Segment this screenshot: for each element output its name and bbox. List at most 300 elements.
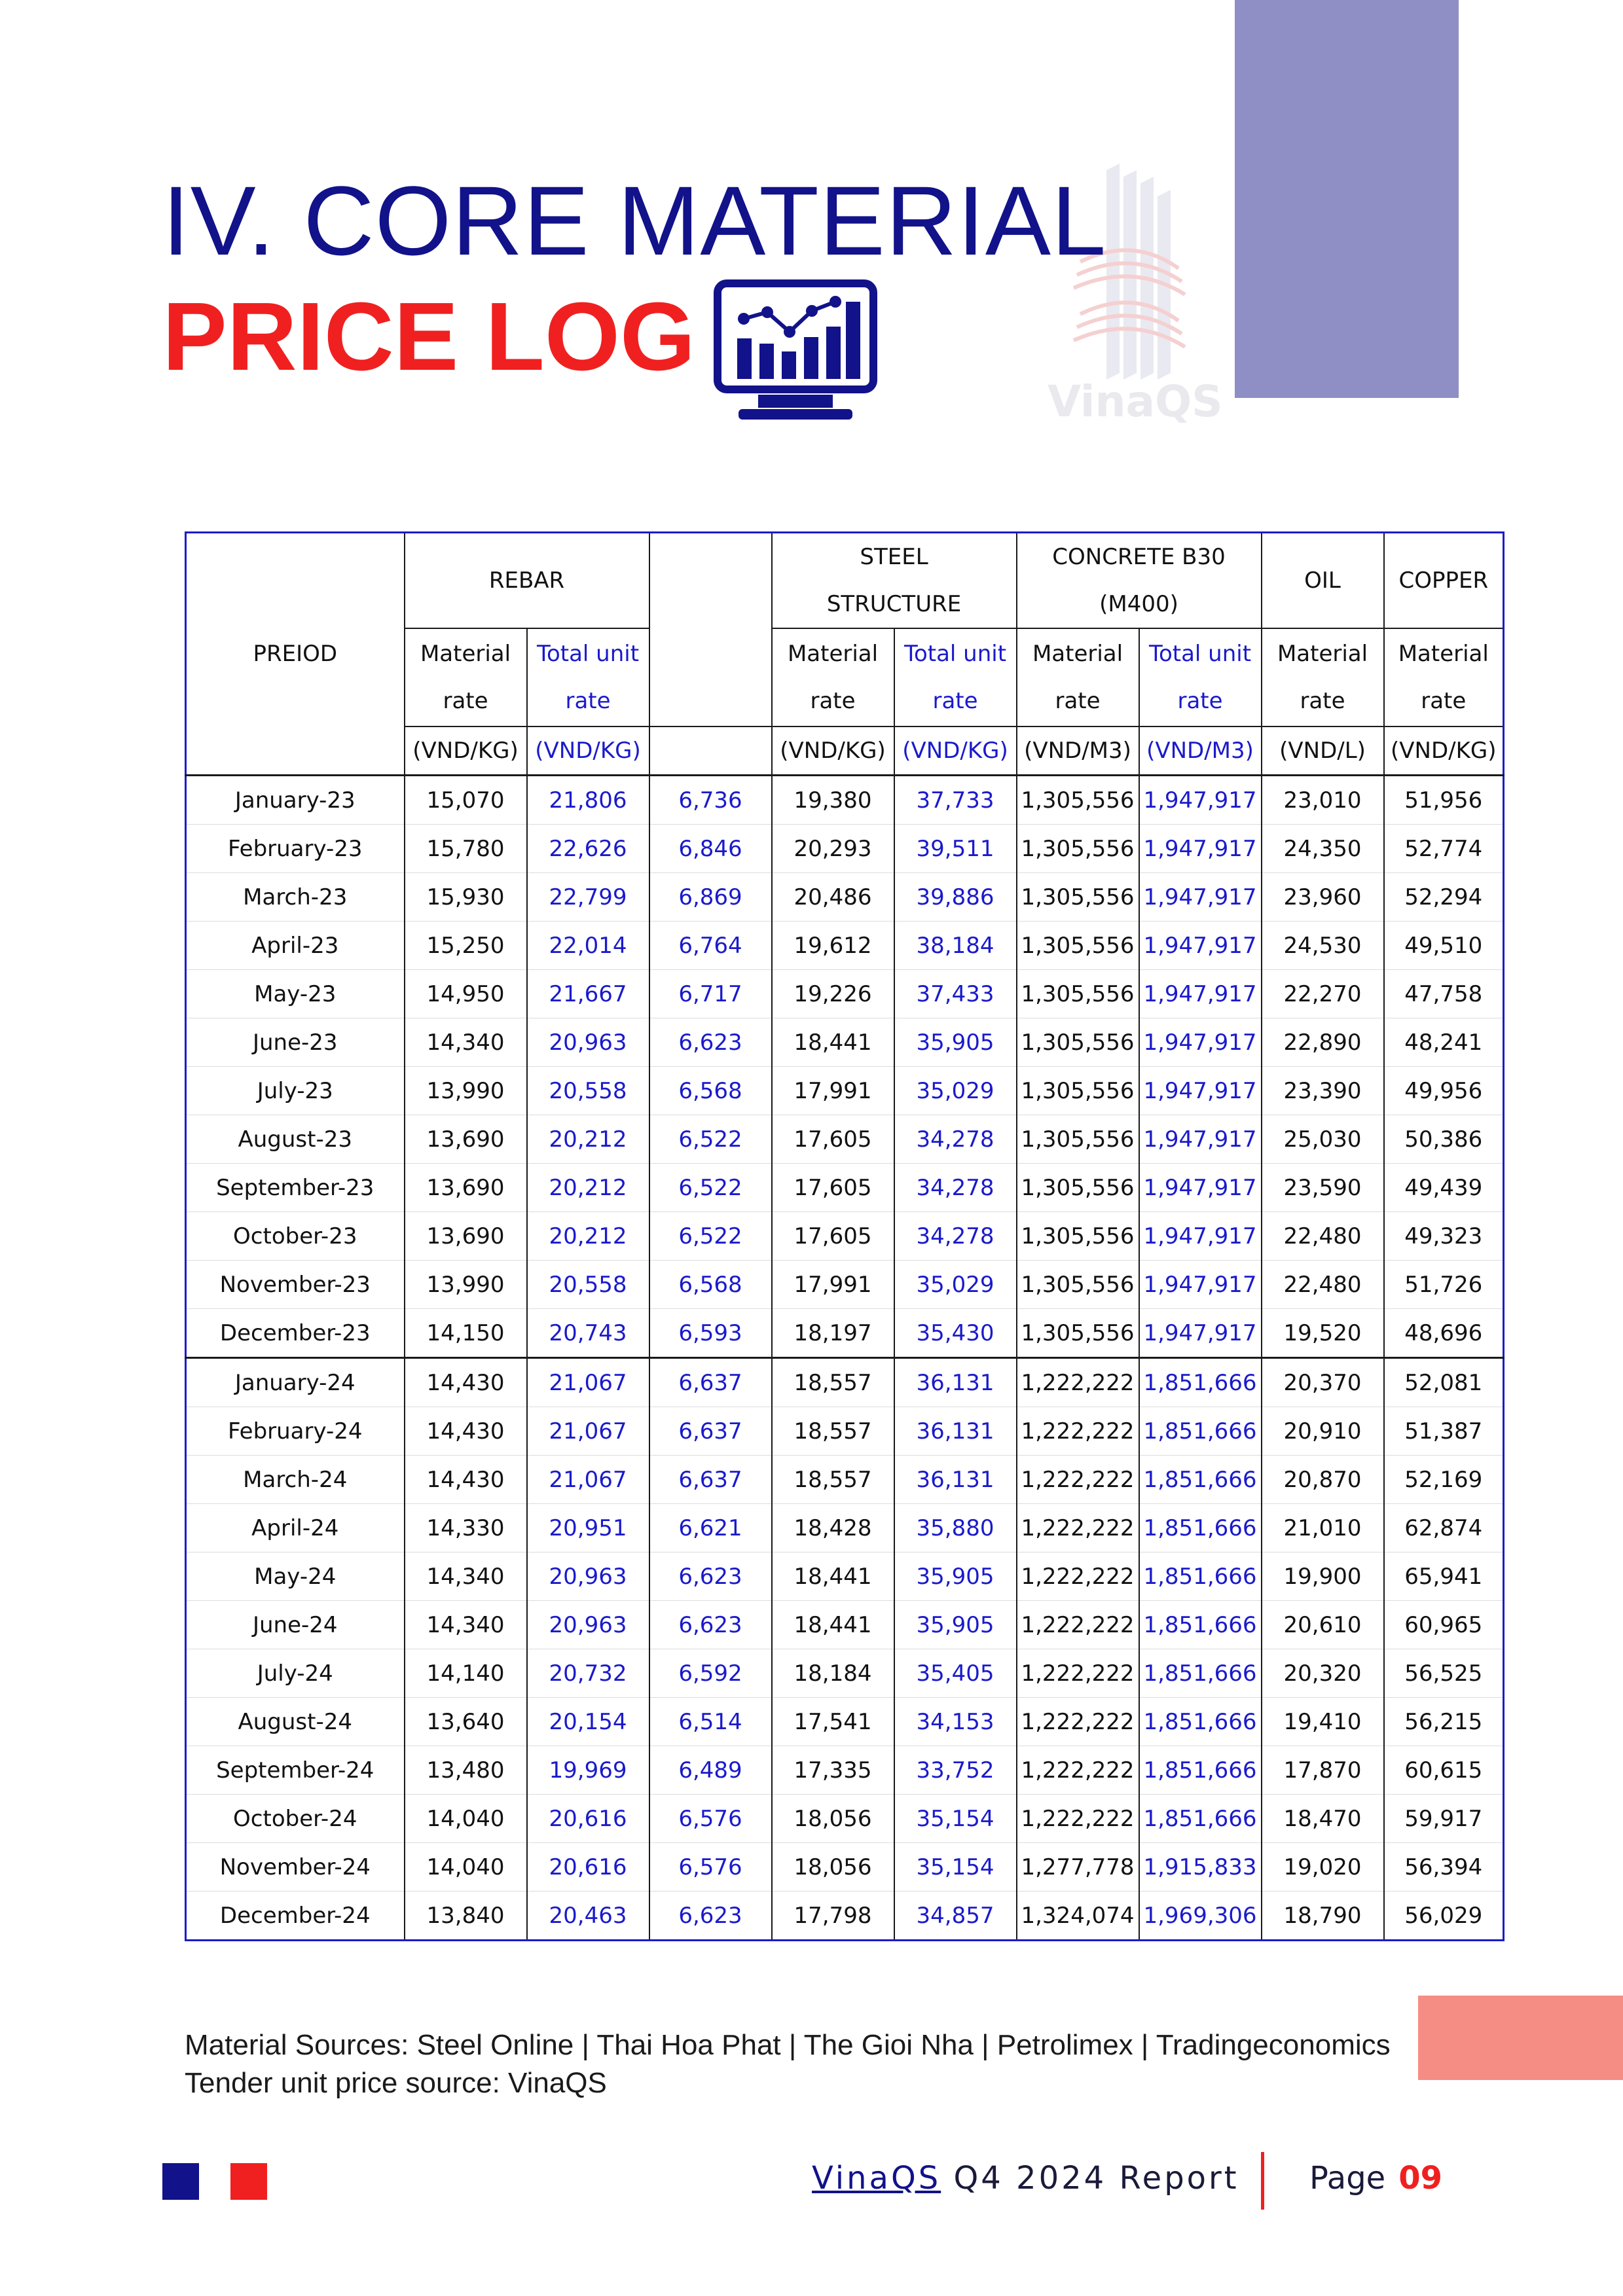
table-cell: 39,886: [894, 873, 1017, 922]
table-cell: 1,915,833: [1139, 1843, 1262, 1892]
rebar-material-rate-header: Material rate: [405, 628, 527, 726]
table-cell: 22,270: [1262, 970, 1384, 1018]
unit-copper: (VND/KG): [1384, 726, 1504, 776]
table-cell: 6,623: [649, 1018, 772, 1067]
table-cell: 65,941: [1384, 1552, 1504, 1601]
table-cell: 20,870: [1262, 1456, 1384, 1504]
table-cell: 21,806: [527, 776, 649, 825]
table-cell: 6,846: [649, 825, 772, 873]
table-cell: 1,222,222: [1017, 1795, 1139, 1843]
table-cell: 1,305,556: [1017, 1164, 1139, 1212]
table-cell: 15,930: [405, 873, 527, 922]
table-cell: 1,851,666: [1139, 1552, 1262, 1601]
table-cell: 49,510: [1384, 922, 1504, 970]
table-cell: 20,293: [772, 825, 894, 873]
table-cell: 13,990: [405, 1067, 527, 1115]
table-cell: 35,029: [894, 1261, 1017, 1309]
table-cell: 18,184: [772, 1649, 894, 1698]
period-cell: July-24: [186, 1649, 405, 1698]
watermark-text: VinaQS: [1048, 376, 1223, 427]
table-row: [186, 1018, 1504, 1067]
period-cell: June-24: [186, 1601, 405, 1649]
period-cell: December-24: [186, 1892, 405, 1941]
unit-rebar-material: (VND/KG): [405, 726, 527, 776]
table-cell: 13,480: [405, 1746, 527, 1795]
table-cell: 51,726: [1384, 1261, 1504, 1309]
table-cell: 18,557: [772, 1358, 894, 1407]
table-cell: 48,696: [1384, 1309, 1504, 1358]
table-cell: 33,752: [894, 1746, 1017, 1795]
table-cell: 17,870: [1262, 1746, 1384, 1795]
period-cell: December-23: [186, 1309, 405, 1358]
table-cell: 18,790: [1262, 1892, 1384, 1941]
table-cell: 20,616: [527, 1795, 649, 1843]
table-row: [186, 1261, 1504, 1309]
period-cell: April-24: [186, 1504, 405, 1552]
table-cell: 1,947,917: [1139, 776, 1262, 825]
table-cell: 6,623: [649, 1892, 772, 1941]
table-cell: 13,640: [405, 1698, 527, 1746]
table-cell: 6,522: [649, 1115, 772, 1164]
table-cell: 52,294: [1384, 873, 1504, 922]
table-cell: 14,950: [405, 970, 527, 1018]
table-cell: 17,605: [772, 1164, 894, 1212]
table-cell: 34,278: [894, 1164, 1017, 1212]
table-cell: 35,880: [894, 1504, 1017, 1552]
table-cell: 49,439: [1384, 1164, 1504, 1212]
table-cell: 36,131: [894, 1456, 1017, 1504]
table-cell: 36,131: [894, 1358, 1017, 1407]
oil-header: OIL: [1262, 533, 1384, 629]
table-cell: 13,690: [405, 1164, 527, 1212]
table-cell: 19,969: [527, 1746, 649, 1795]
table-cell: 6,869: [649, 873, 772, 922]
table-cell: 49,956: [1384, 1067, 1504, 1115]
table-cell: 56,029: [1384, 1892, 1504, 1941]
table-cell: 24,530: [1262, 922, 1384, 970]
table-cell: 21,010: [1262, 1504, 1384, 1552]
table-cell: 20,732: [527, 1649, 649, 1698]
table-cell: 1,947,917: [1139, 1115, 1262, 1164]
table-cell: 20,486: [772, 873, 894, 922]
table-cell: 35,905: [894, 1601, 1017, 1649]
table-cell: 1,305,556: [1017, 776, 1139, 825]
table-row: [186, 1456, 1504, 1504]
table-cell: 6,764: [649, 922, 772, 970]
table-cell: 6,623: [649, 1601, 772, 1649]
table-cell: 17,335: [772, 1746, 894, 1795]
table-cell: 6,637: [649, 1456, 772, 1504]
copper-material-rate-header: Material rate: [1398, 641, 1489, 714]
table-cell: 62,874: [1384, 1504, 1504, 1552]
table-row: [186, 1795, 1504, 1843]
table-cell: 1,222,222: [1017, 1601, 1139, 1649]
table-cell: 1,222,222: [1017, 1456, 1139, 1504]
table-cell: 14,340: [405, 1018, 527, 1067]
table-cell: 20,212: [527, 1164, 649, 1212]
table-cell: 14,430: [405, 1456, 527, 1504]
copper-header: COPPER: [1384, 533, 1504, 629]
table-cell: 48,241: [1384, 1018, 1504, 1067]
table-cell: 22,890: [1262, 1018, 1384, 1067]
table-cell: 6,717: [649, 970, 772, 1018]
table-cell: 1,851,666: [1139, 1407, 1262, 1456]
table-cell: 6,514: [649, 1698, 772, 1746]
table-cell: 6,568: [649, 1261, 772, 1309]
table-cell: 47,758: [1384, 970, 1504, 1018]
concrete-header-line1: CONCRETE B30: [1052, 544, 1226, 570]
period-cell: July-23: [186, 1067, 405, 1115]
table-cell: 1,305,556: [1017, 1115, 1139, 1164]
decor-purple-block: [1235, 0, 1459, 398]
table-cell: 1,947,917: [1139, 1067, 1262, 1115]
table-cell: 51,956: [1384, 776, 1504, 825]
table-cell: 6,593: [649, 1309, 772, 1358]
footer-divider: [1261, 2152, 1264, 2210]
rebar-total-rate-header: Total unit rate: [527, 628, 649, 726]
table-row: [186, 1504, 1504, 1552]
table-cell: 37,433: [894, 970, 1017, 1018]
table-cell: 20,370: [1262, 1358, 1384, 1407]
concrete-header-line2: (M400): [1099, 591, 1178, 617]
table-row: [186, 1115, 1504, 1164]
table-cell: 14,040: [405, 1843, 527, 1892]
table-cell: 18,056: [772, 1843, 894, 1892]
table-row: [186, 1649, 1504, 1698]
table-cell: 22,626: [527, 825, 649, 873]
table-cell: 17,991: [772, 1261, 894, 1309]
table-cell: 1,947,917: [1139, 922, 1262, 970]
table-cell: 23,960: [1262, 873, 1384, 922]
table-cell: 18,441: [772, 1552, 894, 1601]
table-cell: 17,798: [772, 1892, 894, 1941]
table-cell: 20,558: [527, 1261, 649, 1309]
table-cell: 19,380: [772, 776, 894, 825]
table-cell: 35,154: [894, 1795, 1017, 1843]
table-cell: 20,963: [527, 1601, 649, 1649]
table-cell: 1,947,917: [1139, 1309, 1262, 1358]
steel-header-line1: STEEL: [860, 544, 928, 570]
oil-material-rate-header: Material rate: [1262, 628, 1384, 726]
table-cell: 15,780: [405, 825, 527, 873]
footer-report-title: [812, 2160, 1239, 2197]
footer-page: [1309, 2160, 1442, 2197]
table-cell: 1,305,556: [1017, 873, 1139, 922]
table-cell: 23,390: [1262, 1067, 1384, 1115]
table-cell: 14,340: [405, 1552, 527, 1601]
table-cell: 35,405: [894, 1649, 1017, 1698]
table-row: [186, 1601, 1504, 1649]
table-cell: 19,410: [1262, 1698, 1384, 1746]
page-title-line1: IV. CORE MATERIAL: [162, 166, 1107, 276]
period-cell: November-24: [186, 1843, 405, 1892]
table-cell: 21,067: [527, 1456, 649, 1504]
table-cell: 6,637: [649, 1407, 772, 1456]
table-cell: 60,965: [1384, 1601, 1504, 1649]
table-cell: 22,480: [1262, 1261, 1384, 1309]
period-cell: September-23: [186, 1164, 405, 1212]
table-cell: 1,947,917: [1139, 1261, 1262, 1309]
footer-square-blue: [162, 2163, 199, 2200]
period-cell: August-23: [186, 1115, 405, 1164]
table-cell: 18,441: [772, 1018, 894, 1067]
table-cell: 6,522: [649, 1212, 772, 1261]
table-row: [186, 1746, 1504, 1795]
table-row: [186, 776, 1504, 825]
table-cell: 14,150: [405, 1309, 527, 1358]
material-sources: Material Sources: Steel Online | Thai Hoa Phat | The Gioi Nha | Petrolimex | Tradingeconomics: [185, 2029, 1391, 2061]
table-cell: 13,690: [405, 1115, 527, 1164]
table-cell: 17,605: [772, 1212, 894, 1261]
period-cell: September-24: [186, 1746, 405, 1795]
table-row: [186, 1212, 1504, 1261]
table-cell: 50,386: [1384, 1115, 1504, 1164]
table-cell: 20,463: [527, 1892, 649, 1941]
table-cell: 34,278: [894, 1115, 1017, 1164]
rebar-header: REBAR: [405, 533, 649, 629]
footer-page-number: 09: [1398, 2160, 1442, 2197]
steel-structure-header: [772, 533, 1017, 629]
table-cell: 6,623: [649, 1552, 772, 1601]
table-row: [186, 1698, 1504, 1746]
steel-material-rate-header: Material rate: [772, 628, 894, 726]
table-cell: 22,799: [527, 873, 649, 922]
table-cell: 13,690: [405, 1212, 527, 1261]
table-row: [186, 1067, 1504, 1115]
table-cell: 18,441: [772, 1601, 894, 1649]
page-title-line2: PRICE LOG: [162, 283, 696, 391]
table-cell: 1,947,917: [1139, 1164, 1262, 1212]
period-cell: March-24: [186, 1456, 405, 1504]
table-cell: 14,340: [405, 1601, 527, 1649]
table-cell: 35,430: [894, 1309, 1017, 1358]
table-cell: 22,480: [1262, 1212, 1384, 1261]
table-cell: 35,905: [894, 1552, 1017, 1601]
table-cell: 21,067: [527, 1358, 649, 1407]
table-cell: 19,900: [1262, 1552, 1384, 1601]
table-cell: 6,522: [649, 1164, 772, 1212]
tender-source: Tender unit price source: VinaQS: [185, 2067, 607, 2099]
table-cell: 1,222,222: [1017, 1552, 1139, 1601]
table-cell: 1,222,222: [1017, 1649, 1139, 1698]
concrete-header: [1017, 533, 1262, 629]
table-row: [186, 922, 1504, 970]
table-cell: 34,153: [894, 1698, 1017, 1746]
table-cell: 1,222,222: [1017, 1358, 1139, 1407]
period-cell: April-23: [186, 922, 405, 970]
table-cell: 1,305,556: [1017, 970, 1139, 1018]
table-row: [186, 1843, 1504, 1892]
table-cell: 23,590: [1262, 1164, 1384, 1212]
table-cell: 20,154: [527, 1698, 649, 1746]
unit-steel-material: (VND/KG): [772, 726, 894, 776]
table-cell: 36,131: [894, 1407, 1017, 1456]
table-cell: 20,212: [527, 1212, 649, 1261]
table-cell: 34,857: [894, 1892, 1017, 1941]
concrete-total-rate-header: Total unit rate: [1139, 628, 1262, 726]
table-cell: 1,969,306: [1139, 1892, 1262, 1941]
period-cell: February-24: [186, 1407, 405, 1456]
price-table-body: [186, 776, 1504, 1941]
table-cell: 6,592: [649, 1649, 772, 1698]
table-cell: 13,990: [405, 1261, 527, 1309]
period-cell: May-23: [186, 970, 405, 1018]
table-row: [186, 1358, 1504, 1407]
table-cell: 6,576: [649, 1795, 772, 1843]
table-cell: 56,394: [1384, 1843, 1504, 1892]
rebar-extra-header: [649, 533, 772, 727]
table-cell: 49,323: [1384, 1212, 1504, 1261]
unit-oil: (VND/L): [1262, 726, 1384, 776]
table-cell: 37,733: [894, 776, 1017, 825]
table-cell: 1,851,666: [1139, 1649, 1262, 1698]
table-cell: 1,305,556: [1017, 1212, 1139, 1261]
steel-total-rate-header: Total unit rate: [894, 628, 1017, 726]
table-row: [186, 1407, 1504, 1456]
table-cell: 1,947,917: [1139, 1212, 1262, 1261]
decor-salmon-block: [1418, 1996, 1623, 2080]
period-cell: March-23: [186, 873, 405, 922]
table-cell: 35,029: [894, 1067, 1017, 1115]
table-row: [186, 1552, 1504, 1601]
table-cell: 1,222,222: [1017, 1407, 1139, 1456]
table-cell: 39,511: [894, 825, 1017, 873]
table-cell: 1,222,222: [1017, 1698, 1139, 1746]
table-cell: 20,743: [527, 1309, 649, 1358]
table-row: [186, 1892, 1504, 1941]
steel-header-line2: STRUCTURE: [826, 591, 962, 617]
table-cell: 6,576: [649, 1843, 772, 1892]
table-cell: 21,667: [527, 970, 649, 1018]
table-cell: 20,963: [527, 1018, 649, 1067]
table-cell: 56,215: [1384, 1698, 1504, 1746]
table-cell: 20,963: [527, 1552, 649, 1601]
table-cell: 1,851,666: [1139, 1601, 1262, 1649]
table-cell: 17,541: [772, 1698, 894, 1746]
table-cell: 38,184: [894, 922, 1017, 970]
table-cell: 56,525: [1384, 1649, 1504, 1698]
table-cell: 1,851,666: [1139, 1456, 1262, 1504]
unit-concrete-total: (VND/M3): [1139, 726, 1262, 776]
table-cell: 18,557: [772, 1407, 894, 1456]
period-header: PREIOD: [186, 533, 405, 776]
table-cell: 13,840: [405, 1892, 527, 1941]
table-cell: 20,616: [527, 1843, 649, 1892]
table-cell: 6,621: [649, 1504, 772, 1552]
period-cell: January-24: [186, 1358, 405, 1407]
header-row-groups: [186, 533, 1504, 629]
table-row: [186, 970, 1504, 1018]
table-cell: 20,951: [527, 1504, 649, 1552]
table-cell: 18,470: [1262, 1795, 1384, 1843]
period-cell: October-23: [186, 1212, 405, 1261]
period-cell: November-23: [186, 1261, 405, 1309]
table-cell: 24,350: [1262, 825, 1384, 873]
table-cell: 1,851,666: [1139, 1795, 1262, 1843]
table-cell: 19,520: [1262, 1309, 1384, 1358]
table-cell: 1,324,074: [1017, 1892, 1139, 1941]
period-cell: February-23: [186, 825, 405, 873]
table-cell: 20,212: [527, 1115, 649, 1164]
table-cell: 19,226: [772, 970, 894, 1018]
table-cell: 6,568: [649, 1067, 772, 1115]
table-cell: 14,040: [405, 1795, 527, 1843]
table-cell: 22,014: [527, 922, 649, 970]
table-cell: 1,851,666: [1139, 1358, 1262, 1407]
table-cell: 20,558: [527, 1067, 649, 1115]
table-cell: 1,851,666: [1139, 1698, 1262, 1746]
price-log-table: [185, 531, 1504, 1941]
table-cell: 14,140: [405, 1649, 527, 1698]
table-cell: 1,305,556: [1017, 825, 1139, 873]
table-cell: 6,637: [649, 1358, 772, 1407]
table-cell: 6,736: [649, 776, 772, 825]
period-cell: August-24: [186, 1698, 405, 1746]
table-cell: 18,557: [772, 1456, 894, 1504]
table-cell: 1,222,222: [1017, 1746, 1139, 1795]
table-cell: 18,197: [772, 1309, 894, 1358]
unit-rebar-extra: [649, 726, 772, 776]
table-cell: 1,305,556: [1017, 1261, 1139, 1309]
table-row: [186, 873, 1504, 922]
period-cell: January-23: [186, 776, 405, 825]
table-cell: 52,081: [1384, 1358, 1504, 1407]
table-cell: 20,910: [1262, 1407, 1384, 1456]
concrete-material-rate-header: Material rate: [1017, 628, 1139, 726]
table-cell: 1,305,556: [1017, 1018, 1139, 1067]
table-cell: 19,020: [1262, 1843, 1384, 1892]
table-cell: 1,851,666: [1139, 1504, 1262, 1552]
table-cell: 1,947,917: [1139, 873, 1262, 922]
period-cell: May-24: [186, 1552, 405, 1601]
table-cell: 17,605: [772, 1115, 894, 1164]
table-cell: 1,947,917: [1139, 970, 1262, 1018]
table-cell: 19,612: [772, 922, 894, 970]
unit-concrete-material: (VND/M3): [1017, 726, 1139, 776]
table-cell: 17,991: [772, 1067, 894, 1115]
table-cell: 6,489: [649, 1746, 772, 1795]
table-cell: 14,430: [405, 1358, 527, 1407]
unit-steel-total: (VND/KG): [894, 726, 1017, 776]
table-cell: 20,320: [1262, 1649, 1384, 1698]
table-cell: 15,070: [405, 776, 527, 825]
table-cell: 52,169: [1384, 1456, 1504, 1504]
table-cell: 1,851,666: [1139, 1746, 1262, 1795]
footer-page-label: Page: [1309, 2160, 1386, 2197]
chart-monitor-icon: [712, 278, 879, 425]
footer-square-red: [230, 2163, 267, 2200]
footer-brand-link[interactable]: VinaQS: [812, 2160, 941, 2197]
table-cell: 1,222,222: [1017, 1504, 1139, 1552]
table-row: [186, 825, 1504, 873]
table-cell: 14,330: [405, 1504, 527, 1552]
table-cell: 25,030: [1262, 1115, 1384, 1164]
table-row: [186, 1309, 1504, 1358]
table-cell: 35,905: [894, 1018, 1017, 1067]
table-cell: 1,305,556: [1017, 1067, 1139, 1115]
table-cell: 1,947,917: [1139, 1018, 1262, 1067]
table-cell: 14,430: [405, 1407, 527, 1456]
table-cell: 59,917: [1384, 1795, 1504, 1843]
table-cell: 15,250: [405, 922, 527, 970]
footer-report-label: Q4 2024 Report: [953, 2160, 1239, 2197]
table-cell: 1,277,778: [1017, 1843, 1139, 1892]
table-cell: 21,067: [527, 1407, 649, 1456]
period-cell: October-24: [186, 1795, 405, 1843]
table-cell: 35,154: [894, 1843, 1017, 1892]
table-cell: 1,305,556: [1017, 1309, 1139, 1358]
table-cell: 18,056: [772, 1795, 894, 1843]
